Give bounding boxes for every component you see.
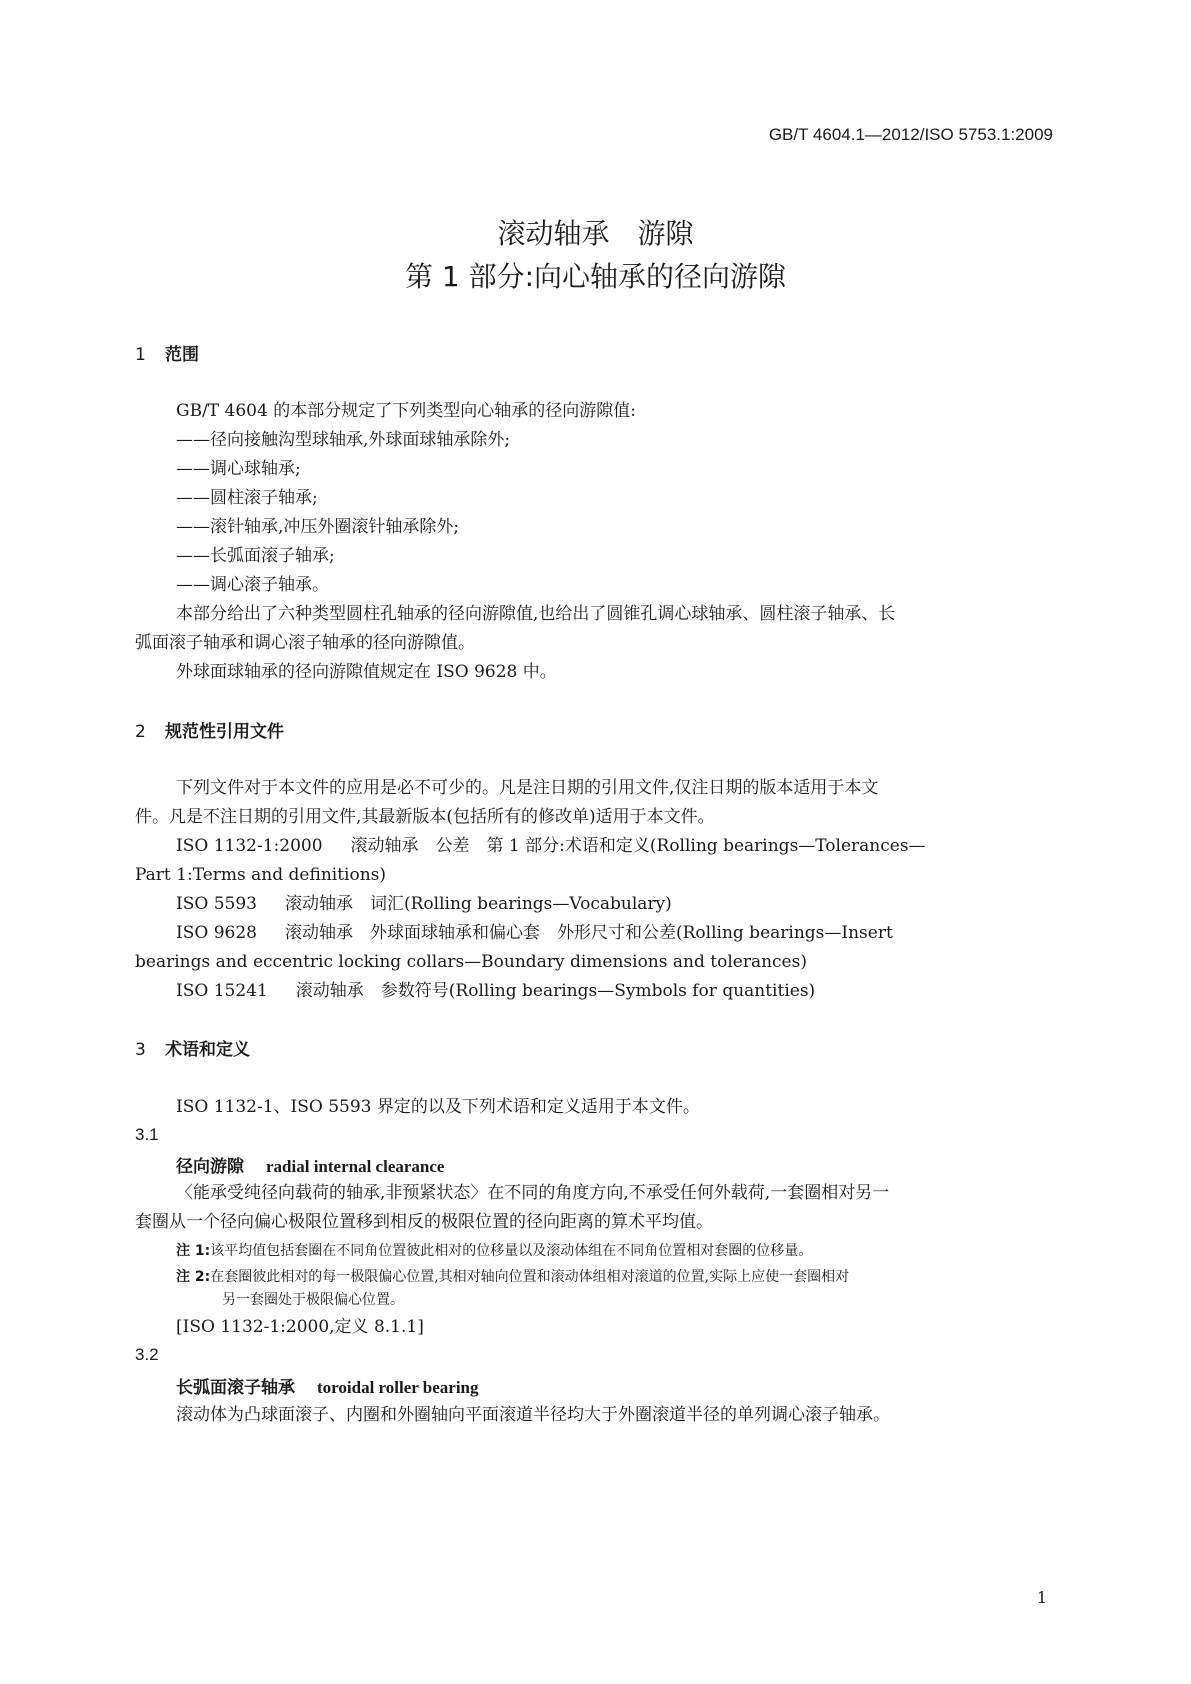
definition-cont: 套圈从一个径向偏心极限位置移到相反的极限位置的径向距离的算术平均值。 (135, 1212, 713, 1232)
reference-entry (176, 889, 672, 919)
section-3-heading (135, 1035, 250, 1060)
reference-title: 滚动轴承 参数符号(Rolling bearings—Symbols for quantities) (295, 981, 816, 1001)
reference-title: 滚动轴承 词汇(Rolling bearings—Vocabulary) (284, 894, 672, 914)
note-2 (176, 1266, 849, 1286)
section-1-heading (135, 340, 199, 365)
definition: 〈能承受纯径向载荷的轴承,非预紧状态〉在不同的角度方向,不承受任何外载荷,一套圈相对另一 (176, 1183, 890, 1203)
term-cn: 长弧面滚子轴承 (176, 1378, 295, 1398)
note-label: 注 2: (176, 1269, 211, 1285)
reference-entry (176, 831, 926, 861)
note-label: 注 1: (176, 1243, 211, 1259)
section-number: 2 (135, 722, 146, 742)
list-item: ——长弧面滚子轴承; (176, 546, 335, 566)
standard-number: GB/T 4604.1—2012/ISO 5753.1:2009 (768, 125, 1053, 144)
reference-title-cont: Part 1:Terms and definitions) (135, 865, 387, 885)
reference-code: ISO 9628 (176, 923, 257, 943)
list-item: ——调心球轴承; (176, 459, 301, 479)
reference-title: 滚动轴承 外球面球轴承和偏心套 外形尺寸和公差(Rolling bearings—Insert (284, 923, 893, 943)
term-heading (176, 1152, 444, 1177)
section-2-heading (135, 717, 284, 742)
list-item: ——滚针轴承,冲压外圈滚针轴承除外; (176, 517, 460, 537)
scope-paragraph-2-cont: 弧面滚子轴承和调心滚子轴承的径向游隙值。 (135, 633, 475, 653)
clause-number: 3.1 (135, 1125, 159, 1144)
note-1 (176, 1240, 812, 1260)
section-number: 1 (135, 345, 146, 365)
note-2-cont: 另一套圈处于极限偏心位置。 (222, 1292, 404, 1308)
section-title: 范围 (165, 345, 199, 365)
definition-source: [ISO 1132-1:2000,定义 8.1.1] (176, 1317, 424, 1337)
title-line-2: 第 1 部分:向心轴承的径向游隙 (404, 260, 787, 293)
reference-code: ISO 1132-1:2000 (176, 836, 323, 856)
reference-entry (176, 918, 893, 948)
refs-paragraph-cont: 件。凡是不注日期的引用文件,其最新版本(包括所有的修改单)适用于本文件。 (135, 807, 715, 827)
section-title: 术语和定义 (165, 1040, 250, 1060)
note-text: 在套圈彼此相对的每一极限偏心位置,其相对轴向位置和滚动体组相对滚道的位置,实际上应使一套圈相对 (210, 1269, 850, 1285)
term-heading (176, 1373, 479, 1398)
section-number: 3 (135, 1040, 146, 1060)
list-item: ——圆柱滚子轴承; (176, 488, 318, 508)
definition: 滚动体为凸球面滚子、内圈和外圈轴向平面滚道半径均大于外圈滚道半径的单列调心滚子轴承。 (176, 1405, 890, 1425)
scope-paragraph-3: 外球面球轴承的径向游隙值规定在 ISO 9628 中。 (176, 662, 557, 682)
term-en: radial internal clearance (266, 1157, 445, 1176)
reference-title-cont: bearings and eccentric locking collars—Boundary dimensions and tolerances) (135, 952, 807, 972)
section-title: 规范性引用文件 (165, 722, 284, 742)
term-cn: 径向游隙 (176, 1157, 244, 1177)
reference-code: ISO 5593 (176, 894, 257, 914)
reference-title: 滚动轴承 公差 第 1 部分:术语和定义(Rolling bearings—Tolerances— (350, 836, 926, 856)
title-line-1: 滚动轴承 游隙 (497, 217, 694, 250)
scope-paragraph-2: 本部分给出了六种类型圆柱孔轴承的径向游隙值,也给出了圆锥孔调心球轴承、圆柱滚子轴承、长 (176, 604, 896, 624)
clause-number: 3.2 (135, 1345, 159, 1364)
scope-intro: GB/T 4604 的本部分规定了下列类型向心轴承的径向游隙值: (176, 401, 636, 421)
term-en: toroidal roller bearing (317, 1378, 479, 1397)
note-text: 该平均值包括套圈在不同角位置彼此相对的位移量以及滚动体组在不同角位置相对套圈的位移量。 (210, 1243, 813, 1259)
terms-intro: ISO 1132-1、ISO 5593 界定的以及下列术语和定义适用于本文件。 (176, 1097, 700, 1117)
list-item: ——径向接触沟型球轴承,外球面球轴承除外; (176, 430, 511, 450)
refs-paragraph: 下列文件对于本文件的应用是必不可少的。凡是注日期的引用文件,仅注日期的版本适用于本文 (176, 778, 879, 798)
reference-code: ISO 15241 (176, 981, 268, 1001)
reference-entry (176, 976, 815, 1006)
page-number: 1 (1036, 1588, 1047, 1607)
list-item: ——调心滚子轴承。 (176, 575, 329, 595)
